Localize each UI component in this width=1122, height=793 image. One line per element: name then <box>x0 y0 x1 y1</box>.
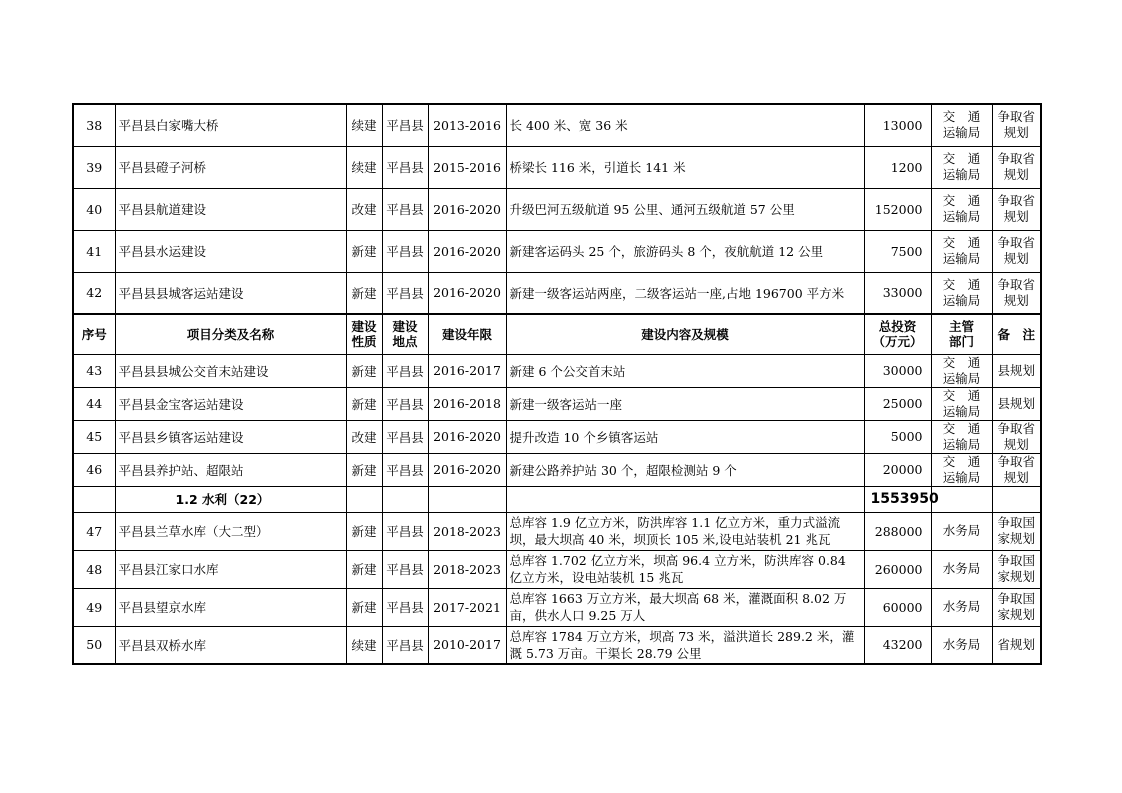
section-total: 1553950 <box>864 486 931 512</box>
row-location: 平昌县 <box>382 272 428 314</box>
row-period: 2010-2017 <box>428 626 506 664</box>
row-investment: 13000 <box>864 104 931 146</box>
row-period: 2013-2016 <box>428 104 506 146</box>
row-name: 平昌县磴子河桥 <box>115 146 346 188</box>
row-location: 平昌县 <box>382 354 428 387</box>
row-name: 平昌县金宝客运站建设 <box>115 387 346 420</box>
row-nature: 续建 <box>346 104 382 146</box>
row-dept: 交 通 运输局 <box>931 188 992 230</box>
header-name: 项目分类及名称 <box>115 314 346 354</box>
header-nature: 建设 性质 <box>346 314 382 354</box>
row-period: 2018-2023 <box>428 550 506 588</box>
row-nature: 新建 <box>346 354 382 387</box>
row-remark: 争取国 家规划 <box>992 588 1041 626</box>
row-content: 新建一级客运站一座 <box>506 387 864 420</box>
table-row <box>73 272 1041 314</box>
row-investment: 30000 <box>864 354 931 387</box>
row-content: 升级巴河五级航道 95 公里、通河五级航道 57 公里 <box>506 188 864 230</box>
row-location: 平昌县 <box>382 588 428 626</box>
row-investment: 152000 <box>864 188 931 230</box>
header-dept: 主管 部门 <box>931 314 992 354</box>
row-dept: 交 通 运输局 <box>931 387 992 420</box>
row-remark: 争取省 规划 <box>992 104 1041 146</box>
row-period: 2018-2023 <box>428 512 506 550</box>
row-period: 2016-2020 <box>428 230 506 272</box>
row-investment: 20000 <box>864 453 931 486</box>
row-seq: 49 <box>73 588 115 626</box>
row-seq: 39 <box>73 146 115 188</box>
row-investment: 33000 <box>864 272 931 314</box>
row-content: 总库容 1663 万立方米，最大坝高 68 米，灌溉面积 8.02 万亩，供水人口 9.25 万人 <box>506 588 864 626</box>
table-row <box>73 354 1041 387</box>
row-period: 2016-2020 <box>428 188 506 230</box>
row-seq: 38 <box>73 104 115 146</box>
row-remark: 争取省 规划 <box>992 230 1041 272</box>
row-seq: 50 <box>73 626 115 664</box>
table-row <box>73 588 1041 626</box>
row-content: 桥梁长 116 米，引道长 141 米 <box>506 146 864 188</box>
row-location: 平昌县 <box>382 512 428 550</box>
row-dept: 水务局 <box>931 550 992 588</box>
row-dept: 交 通 运输局 <box>931 146 992 188</box>
row-name: 平昌县养护站、超限站 <box>115 453 346 486</box>
row-investment: 288000 <box>864 512 931 550</box>
row-location: 平昌县 <box>382 420 428 453</box>
row-remark: 争取省 规划 <box>992 420 1041 453</box>
row-dept: 交 通 运输局 <box>931 420 992 453</box>
table-row <box>73 420 1041 453</box>
row-nature: 新建 <box>346 550 382 588</box>
row-location: 平昌县 <box>382 188 428 230</box>
row-name: 平昌县江家口水库 <box>115 550 346 588</box>
row-nature: 新建 <box>346 387 382 420</box>
row-location: 平昌县 <box>382 146 428 188</box>
row-nature: 新建 <box>346 230 382 272</box>
row-content: 新建客运码头 25 个，旅游码头 8 个，夜航航道 12 公里 <box>506 230 864 272</box>
row-period: 2016-2017 <box>428 354 506 387</box>
table-row <box>73 230 1041 272</box>
row-seq: 45 <box>73 420 115 453</box>
row-name: 平昌县水运建设 <box>115 230 346 272</box>
row-period: 2015-2016 <box>428 146 506 188</box>
header-investment: 总投资 （万元） <box>864 314 931 354</box>
header-seq: 序号 <box>73 314 115 354</box>
row-location: 平昌县 <box>382 626 428 664</box>
table-row <box>73 104 1041 146</box>
row-seq: 42 <box>73 272 115 314</box>
row-investment: 7500 <box>864 230 931 272</box>
row-investment: 260000 <box>864 550 931 588</box>
row-nature: 新建 <box>346 588 382 626</box>
row-name: 平昌县兰草水库（大二型） <box>115 512 346 550</box>
row-seq: 47 <box>73 512 115 550</box>
row-remark: 县规划 <box>992 387 1041 420</box>
row-seq: 43 <box>73 354 115 387</box>
row-remark: 争取国 家规划 <box>992 512 1041 550</box>
row-period: 2016-2020 <box>428 272 506 314</box>
row-dept: 交 通 运输局 <box>931 272 992 314</box>
table-row <box>73 626 1041 664</box>
row-seq: 40 <box>73 188 115 230</box>
header-remark: 备 注 <box>992 314 1041 354</box>
row-nature: 改建 <box>346 188 382 230</box>
section-title: 1.2 水利（22） <box>115 486 346 512</box>
row-content: 新建 6 个公交首末站 <box>506 354 864 387</box>
row-location: 平昌县 <box>382 550 428 588</box>
row-dept: 水务局 <box>931 588 992 626</box>
row-remark: 争取省 规划 <box>992 188 1041 230</box>
table-row <box>73 453 1041 486</box>
row-period: 2016-2020 <box>428 420 506 453</box>
row-name: 平昌县白家嘴大桥 <box>115 104 346 146</box>
row-investment: 43200 <box>864 626 931 664</box>
row-dept: 交 通 运输局 <box>931 230 992 272</box>
table-row <box>73 550 1041 588</box>
row-content: 新建公路养护站 30 个，超限检测站 9 个 <box>506 453 864 486</box>
row-remark: 县规划 <box>992 354 1041 387</box>
row-seq: 48 <box>73 550 115 588</box>
row-name: 平昌县县城公交首末站建设 <box>115 354 346 387</box>
row-remark: 争取国 家规划 <box>992 550 1041 588</box>
row-name: 平昌县乡镇客运站建设 <box>115 420 346 453</box>
table-row <box>73 188 1041 230</box>
header-period: 建设年限 <box>428 314 506 354</box>
row-name: 平昌县县城客运站建设 <box>115 272 346 314</box>
row-remark: 争取省 规划 <box>992 272 1041 314</box>
row-remark: 争取省 规划 <box>992 146 1041 188</box>
row-location: 平昌县 <box>382 387 428 420</box>
row-location: 平昌县 <box>382 453 428 486</box>
row-dept: 水务局 <box>931 626 992 664</box>
table-header-row <box>73 314 1041 354</box>
row-investment: 25000 <box>864 387 931 420</box>
row-dept: 水务局 <box>931 512 992 550</box>
row-investment: 60000 <box>864 588 931 626</box>
row-name: 平昌县双桥水库 <box>115 626 346 664</box>
header-content: 建设内容及规模 <box>506 314 864 354</box>
row-period: 2016-2020 <box>428 453 506 486</box>
row-nature: 续建 <box>346 626 382 664</box>
row-content: 总库容 1.9 亿立方米，防洪库容 1.1 亿立方米，重力式溢流坝，最大坝高 40 米，坝顶长 105 米,设电站装机 21 兆瓦 <box>506 512 864 550</box>
row-nature: 续建 <box>346 146 382 188</box>
row-investment: 5000 <box>864 420 931 453</box>
row-dept: 交 通 运输局 <box>931 104 992 146</box>
row-content: 总库容 1.702 亿立方米，坝高 96.4 立方米，防洪库容 0.84 亿立方米，设电站装机 15 兆瓦 <box>506 550 864 588</box>
table-row <box>73 146 1041 188</box>
row-nature: 改建 <box>346 420 382 453</box>
row-seq: 44 <box>73 387 115 420</box>
row-investment: 1200 <box>864 146 931 188</box>
row-seq: 41 <box>73 230 115 272</box>
table-row <box>73 387 1041 420</box>
row-content: 新建一级客运站两座，二级客运站一座,占地 196700 平方米 <box>506 272 864 314</box>
row-remark: 争取省 规划 <box>992 453 1041 486</box>
section-row <box>73 486 1041 512</box>
table-row <box>73 512 1041 550</box>
row-content: 总库容 1784 万立方米，坝高 73 米，溢洪道长 289.2 米，灌溉 5.73 万亩。干渠长 28.79 公里 <box>506 626 864 664</box>
row-location: 平昌县 <box>382 230 428 272</box>
header-location: 建设 地点 <box>382 314 428 354</box>
row-dept: 交 通 运输局 <box>931 453 992 486</box>
row-content: 长 400 米、宽 36 米 <box>506 104 864 146</box>
row-content: 提升改造 10 个乡镇客运站 <box>506 420 864 453</box>
row-dept: 交 通 运输局 <box>931 354 992 387</box>
row-nature: 新建 <box>346 512 382 550</box>
row-nature: 新建 <box>346 453 382 486</box>
row-seq: 46 <box>73 453 115 486</box>
row-name: 平昌县望京水库 <box>115 588 346 626</box>
row-period: 2017-2021 <box>428 588 506 626</box>
row-remark: 省规划 <box>992 626 1041 664</box>
project-table <box>72 103 1042 665</box>
row-nature: 新建 <box>346 272 382 314</box>
row-period: 2016-2018 <box>428 387 506 420</box>
row-location: 平昌县 <box>382 104 428 146</box>
row-name: 平昌县航道建设 <box>115 188 346 230</box>
